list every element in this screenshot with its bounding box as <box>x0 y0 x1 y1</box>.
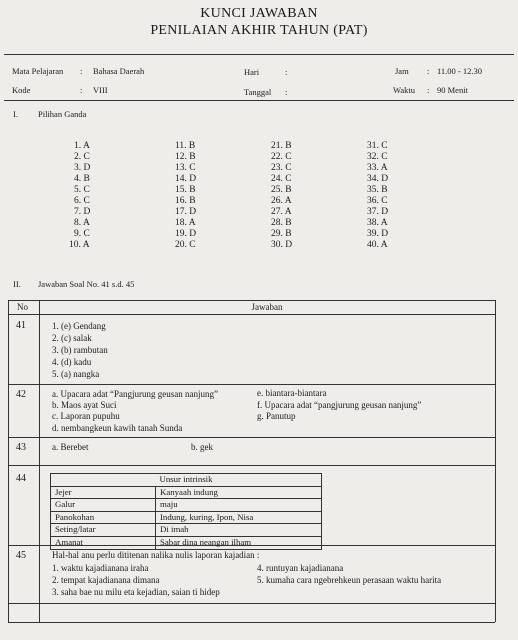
question-number: 45 <box>16 550 26 561</box>
answer-item: 27. A <box>271 207 292 217</box>
unsur-value: maju <box>156 499 322 512</box>
unsur-key: Seting/latar <box>51 524 156 537</box>
section1-title: Pilihan Ganda <box>38 109 87 119</box>
table-left-border <box>8 300 9 622</box>
header-rule <box>4 54 514 55</box>
answer-item: 1. A <box>74 141 90 151</box>
row-rule <box>8 465 495 466</box>
answer-item: 25. B <box>271 185 292 195</box>
hari-colon: : <box>285 67 288 77</box>
tanggal-label: Tanggal <box>244 87 272 97</box>
answer-item: 9. C <box>74 229 90 239</box>
question-number: 43 <box>16 442 26 453</box>
section2-number: II. <box>13 279 21 289</box>
answer-item: 21. B <box>271 141 292 151</box>
question-number: 44 <box>16 473 26 484</box>
answer-item: 11. B <box>175 141 196 151</box>
kode-value: VIII <box>93 85 108 95</box>
answer-item: 33. A <box>367 163 388 173</box>
unsur-value: Sabar dina neangan ilham <box>156 536 322 549</box>
answer-item: 40. A <box>367 240 388 250</box>
table-row <box>51 511 322 524</box>
unsur-header: Unsur intrinsik <box>51 474 322 487</box>
answer-line: 2. tempat kajadianana dimana <box>52 575 160 585</box>
answer-line: Hal-hal anu perlu dititenan nalika nulis laporan kajadian : <box>52 550 260 560</box>
answer-line: 2. (c) salak <box>52 333 92 343</box>
answer-item: 14. D <box>175 174 197 184</box>
jam-label: Jam <box>395 66 409 76</box>
answer-item: 39. D <box>367 229 389 239</box>
document-subtitle: PENILAIAN AKHIR TAHUN (PAT) <box>150 23 368 38</box>
answer-item: 2. C <box>74 152 90 162</box>
answer-item: 7. D <box>74 207 91 217</box>
col-header-jawaban: Jawaban <box>251 302 283 312</box>
waktu-label: Waktu <box>393 85 415 95</box>
table-row <box>51 486 322 499</box>
jam-colon: : <box>427 66 430 76</box>
kode-label: Kode <box>12 85 31 95</box>
answer-item: 19. D <box>175 229 197 239</box>
answer-line: f. Upacara adat “pangjurung geusan nanjung” <box>257 400 422 410</box>
answer-item: 22. C <box>271 152 292 162</box>
answer-line: 4. (d) kadu <box>52 357 92 367</box>
unsur-value: Di imah <box>156 524 322 537</box>
answer-item: 26. A <box>271 196 292 206</box>
section2-title: Jawaban Soal No. 41 s.d. 45 <box>38 279 135 289</box>
answer-line: 1. (e) Gendang <box>52 321 106 331</box>
table-top-rule <box>8 300 495 301</box>
answer-line: 3. saha bae nu milu eta kejadian, saian ti hidep <box>52 587 220 597</box>
table-row <box>51 524 322 537</box>
answer-item: 20. C <box>175 240 196 250</box>
table-row <box>51 499 322 512</box>
question-number: 42 <box>16 389 26 400</box>
table-divider <box>39 300 40 622</box>
table-right-border <box>495 300 496 622</box>
answer-line: a. Upacara adat “Pangjurung geusan nanjung” <box>52 389 218 399</box>
answer-item: 24. C <box>271 174 292 184</box>
answer-line: d. nembangkeun kawih tanah Sunda <box>52 423 183 433</box>
answer-item: 23. C <box>271 163 292 173</box>
table-bottom-rule <box>8 622 495 623</box>
waktu-value: 90 Menit <box>437 85 468 95</box>
answer-item: 17. D <box>175 207 197 217</box>
answer-line: 5. kumaha cara ngebrehkeun perasaan waktu harita <box>257 575 442 585</box>
waktu-colon: : <box>427 85 430 95</box>
answer-line: e. biantara-biantara <box>257 388 327 398</box>
jam-value: 11.00 - 12.30 <box>437 66 483 76</box>
unsur-value: Kanyaah indung <box>156 486 322 499</box>
answer-line: 3. (b) rambutan <box>52 345 108 355</box>
answer-item: 16. B <box>175 196 196 206</box>
answer-item: 8. A <box>74 218 90 228</box>
answer-line: 4. runtuyan kajadianana <box>257 563 344 573</box>
unsur-key: Jejer <box>51 486 156 499</box>
answer-item: 31. C <box>367 141 388 151</box>
answer-item: 37. D <box>367 207 389 217</box>
document-title: KUNCI JAWABAN <box>200 6 318 21</box>
table-row <box>51 536 322 549</box>
unsur-intrinsik-table <box>50 473 322 550</box>
answer-item: 38. A <box>367 218 388 228</box>
mapel-colon: : <box>80 66 83 76</box>
answer-item: 34. D <box>367 174 389 184</box>
unsur-key: Galur <box>51 499 156 512</box>
answer-item: 12. B <box>175 152 196 162</box>
answer-item: 15. B <box>175 185 196 195</box>
answer-line: b. gek <box>191 442 213 452</box>
answer-item: 4. B <box>74 174 90 184</box>
answer-line: c. Laporan pupuhu <box>52 411 120 421</box>
tanggal-colon: : <box>285 87 288 97</box>
meta-rule <box>4 100 514 101</box>
answer-item: 18. A <box>175 218 196 228</box>
table-header-rule <box>8 314 495 315</box>
answer-item: 5. C <box>74 185 90 195</box>
unsur-value: Indung, kuring, Ipon, Nisa <box>156 511 322 524</box>
unsur-key: Panokohan <box>51 511 156 524</box>
answer-item: 13. C <box>175 163 196 173</box>
question-number: 41 <box>16 320 26 331</box>
answer-item: 28. B <box>271 218 292 228</box>
answer-item: 10. A <box>69 240 90 250</box>
answer-item: 3. D <box>74 163 91 173</box>
answer-item: 36. C <box>367 196 388 206</box>
answer-item: 6. C <box>74 196 90 206</box>
answer-line: 1. waktu kajadianana iraha <box>52 563 149 573</box>
answer-line: g. Panutup <box>257 411 296 421</box>
answer-item: 29. B <box>271 229 292 239</box>
answer-line: a. Berebet <box>52 442 89 452</box>
answer-item: 30. D <box>271 240 293 250</box>
answer-line: 5. (a) nangka <box>52 369 100 379</box>
answer-line: b. Maos ayat Suci <box>52 400 117 410</box>
col-header-no: No <box>17 302 28 312</box>
mapel-value: Bahasa Daerah <box>93 66 145 76</box>
mapel-label: Mata Pelajaran <box>12 66 64 76</box>
kode-colon: : <box>80 85 83 95</box>
unsur-key: Amanat <box>51 536 156 549</box>
row-rule <box>8 437 495 438</box>
row-rule <box>8 384 495 385</box>
answer-item: 32. C <box>367 152 388 162</box>
row-rule <box>8 603 495 604</box>
hari-label: Hari <box>244 67 260 77</box>
section1-number: I. <box>13 109 18 119</box>
answer-item: 35. B <box>367 185 388 195</box>
